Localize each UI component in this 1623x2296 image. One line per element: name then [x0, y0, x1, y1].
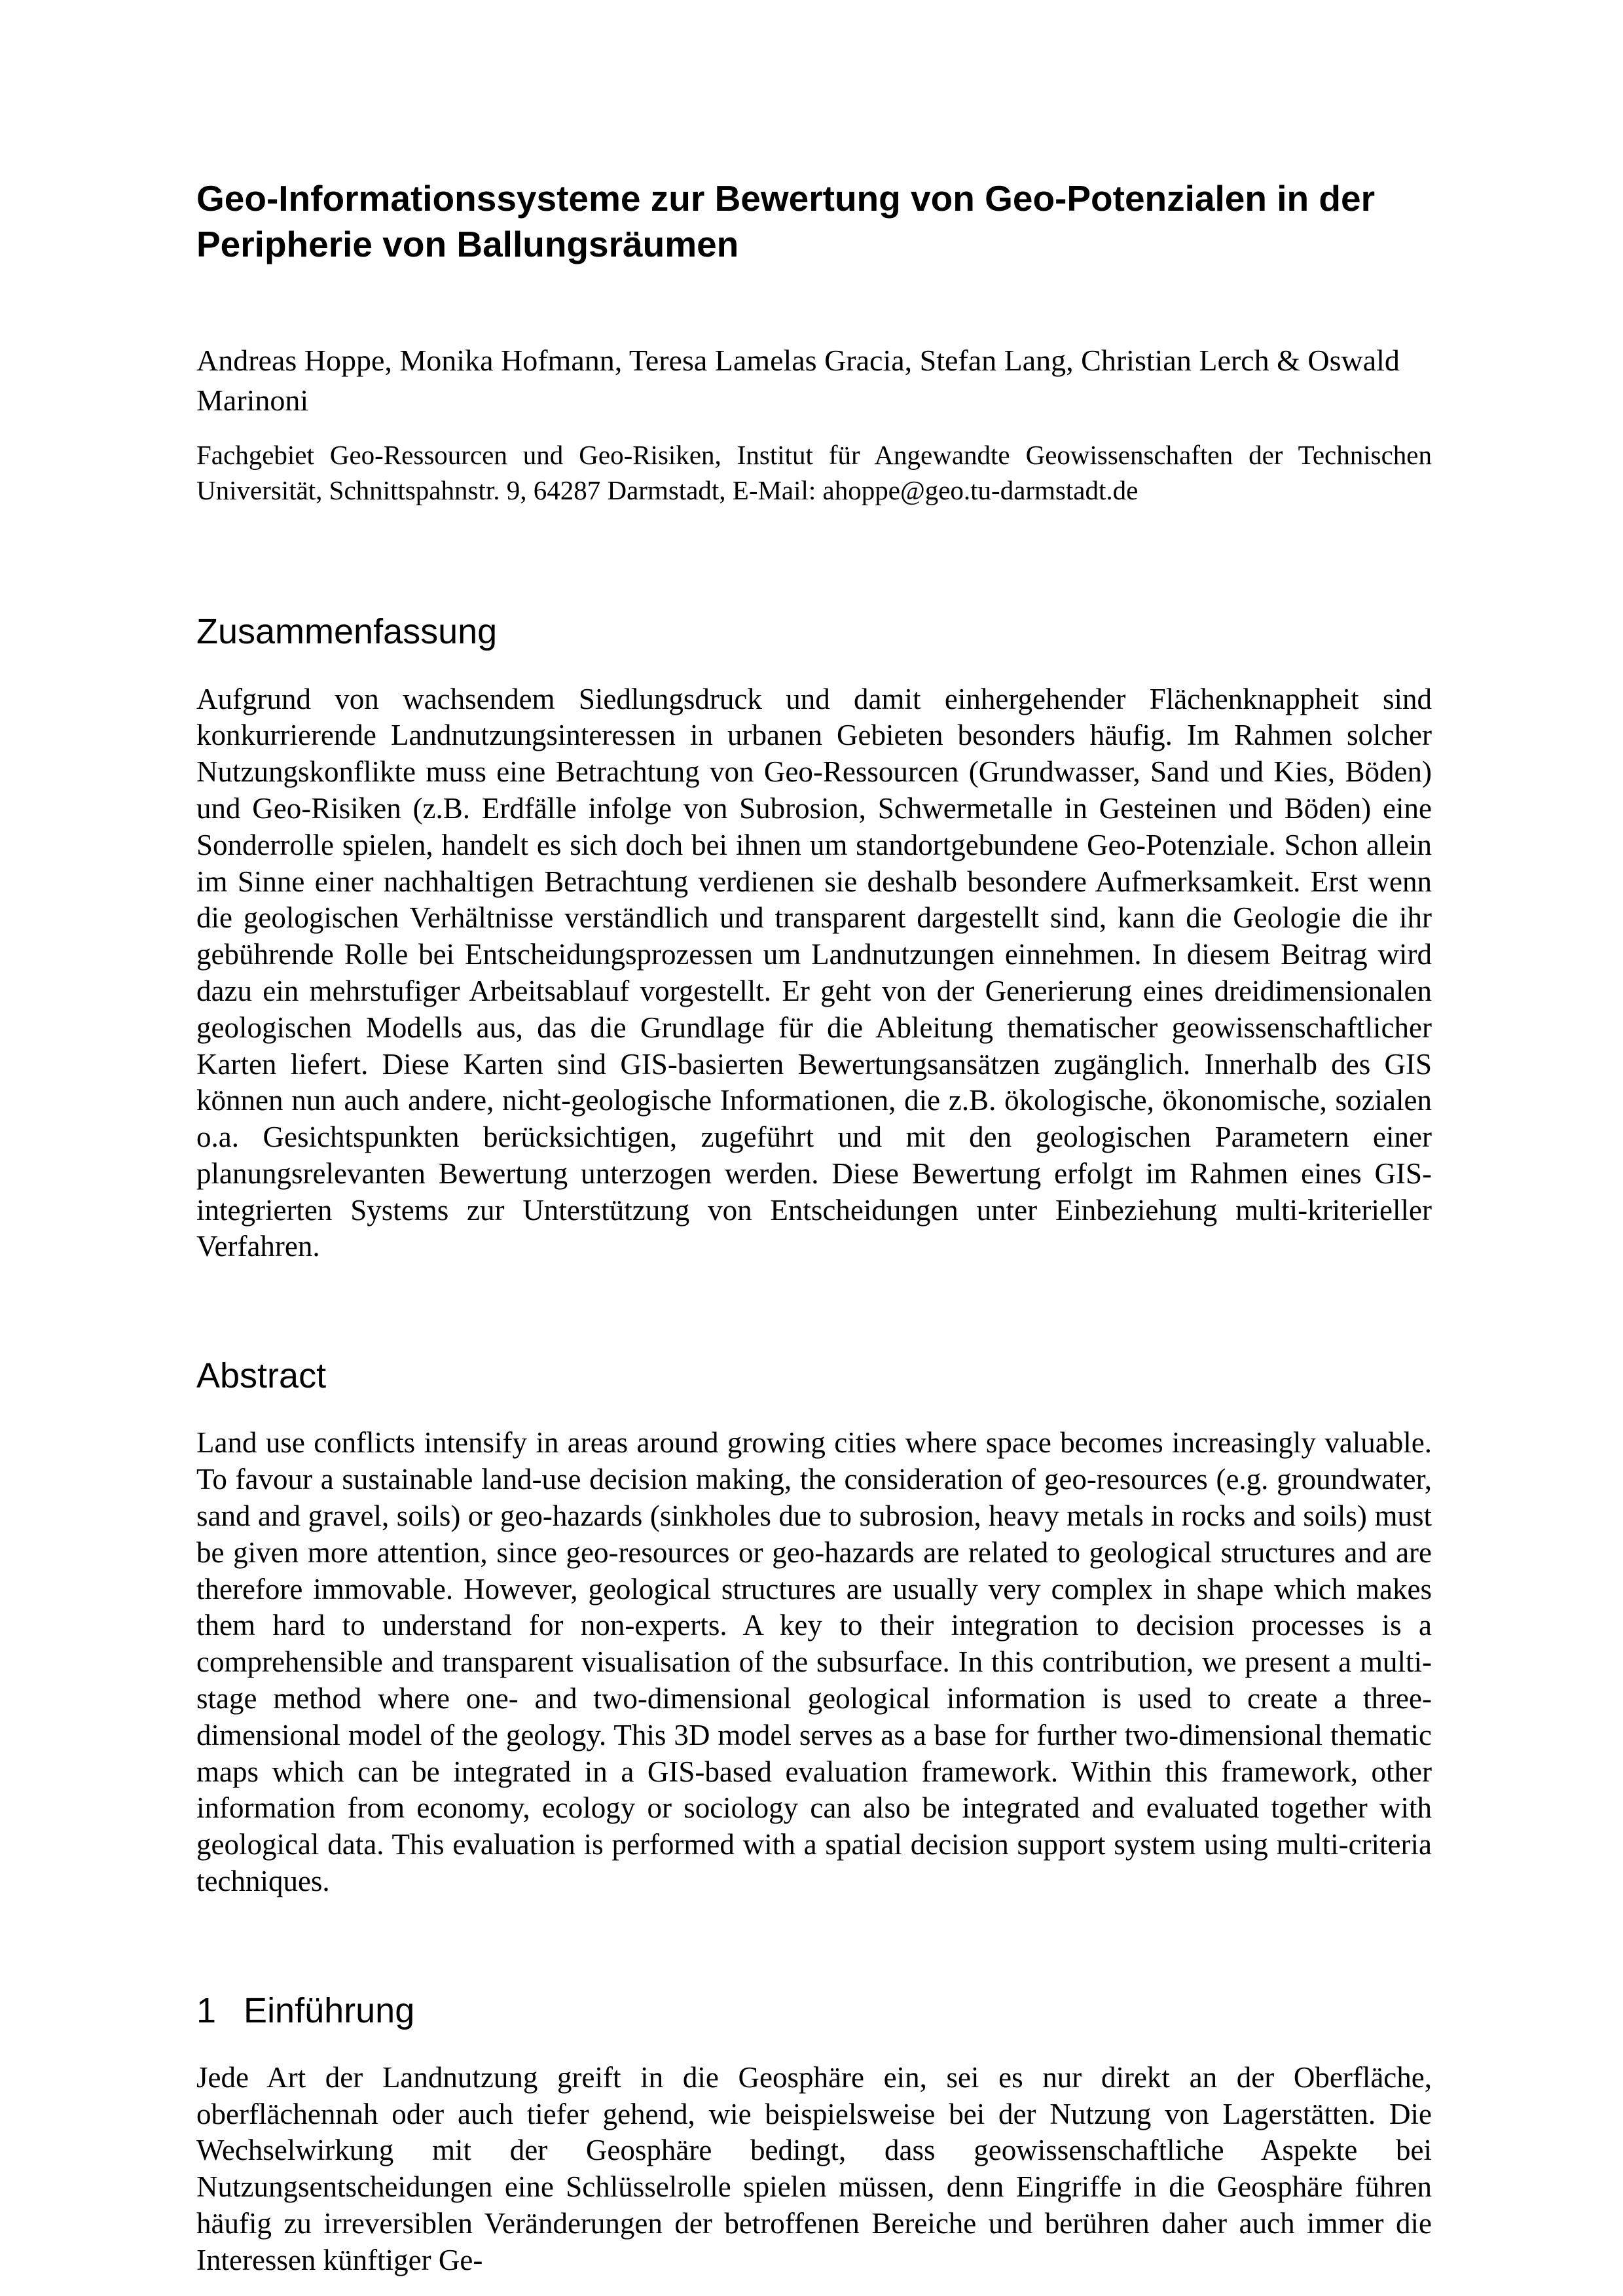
section-heading-label: Einführung [244, 1990, 415, 2030]
affiliation-line: Fachgebiet Geo-Ressourcen und Geo-Risiken, Institut für Angewandte Geowissenschaften der Technischen Universität, Schnittspahnstr. 9, 64287 Darmstadt, E-Mail: ahoppe@geo.tu-darmstadt.de [196, 440, 1432, 506]
section-abstract [196, 1355, 1432, 1899]
authors-line: Andreas Hoppe, Monika Hofmann, Teresa Lamelas Gracia, Stefan Lang, Christian Lerch & Oswald Marinoni [196, 343, 1400, 417]
section-heading-einfuehrung [196, 1990, 1432, 2031]
section-body-einfuehrung: Jede Art der Landnutzung greift in die Geosphäre ein, sei es nur direkt an der Oberfläche, oberflächennah oder auch tiefer gehend, wie beispielsweise bei der Nutzung von Lagerstätten. Die Wechselwirkung mit der Geosphäre bedingt, dass geowissenschaftliche Aspekte bei Nutzungsentscheidungen eine Schlüsselrolle spielen müssen, denn Eingriffe in die Geosphäre führen häufig zu irreversiblen Veränderungen der betroffenen Bereiche und berühren daher auch immer die Interessen künftiger Ge- [196, 2060, 1432, 2276]
section-heading-abstract: Abstract [196, 1356, 327, 1396]
section-body-zusammenfassung: Aufgrund von wachsendem Siedlungsdruck und damit einhergehender Flächenknappheit sind konkurrierende Landnutzungsinteressen in urbanen Gebieten besonders häufig. Im Rahmen solcher Nutzungskonflikte muss eine Betrachtung von Geo-Ressourcen (Grundwasser, Sand und Kies, Böden) und Geo-Risiken (z.B. Erdfälle infolge von Subrosion, Schwermetalle in Gesteinen und Böden) eine Sonderrolle spielen, handelt es sich doch bei ihnen um standortgebundene Geo-Potenziale. Schon allein im Sinne einer nachhaltigen Betrachtung verdienen sie deshalb besondere Aufmerksamkeit. Erst wenn die geologischen Verhältnisse verständlich und transparent dargestellt sind, kann die Geologie die ihr gebührende Rolle bei Entscheidungsprozessen um Landnutzungen einnehmen. In diesem Beitrag wird dazu ein mehrstufiger Arbeitsablauf vorgestellt. Er geht von der Generierung eines dreidimensionalen geologischen Modells aus, das die Grundlage für die Ableitung thematischer geowissenschaftlicher Karten liefert. Diese Karten sind GIS-basierten Bewertungsansätzen zugänglich. Innerhalb des GIS können nun auch andere, nicht-geologische Informationen, die z.B. ökologische, ökonomische, sozialen o.a. Gesichtspunkten berücksichtigen, zugeführt und mit den geologischen Parametern einer planungsrelevanten Bewertung unterzogen werden. Diese Bewertung erfolgt im Rahmen eines GIS-integrierten Systems zur Unterstützung von Entscheidungen unter Einbeziehung multi-kriterieller Verfahren. [196, 682, 1432, 1263]
section-heading-zusammenfassung: Zusammenfassung [196, 612, 498, 652]
section-einfuehrung [196, 1990, 1432, 2279]
section-zusammenfassung [196, 611, 1432, 1265]
paper-title: Geo-Informationssysteme zur Bewertung von Geo-Potenzialen in der Peripherie von Ballungsräumen [196, 178, 1376, 265]
section-number: 1 [196, 1990, 217, 2030]
section-body-abstract: Land use conflicts intensify in areas around growing cities where space becomes increasingly valuable. To favour a sustainable land-use decision making, the consideration of geo-resources (e.g. groundwater, sand and gravel, soils) or geo-hazards (sinkholes due to subrosion, heavy metals in rocks and soils) must be given more attention, since geo-resources or geo-hazards are related to geological structures and are therefore immovable. However, geological structures are usually very complex in shape which makes them hard to understand for non-experts. A key to their integration to decision processes is a comprehensible and transparent visualisation of the subsurface. In this contribution, we present a multi-stage method where one- and two-dimensional geological information is used to create a three-dimensional model of the geology. This 3D model serves as a base for further two-dimensional thematic maps which can be integrated in a GIS-based evaluation framework. Within this framework, other information from economy, ecology or sociology can also be integrated and evaluated together with geological data. This evaluation is performed with a spatial decision support system using multi-criteria techniques. [196, 1426, 1432, 1897]
